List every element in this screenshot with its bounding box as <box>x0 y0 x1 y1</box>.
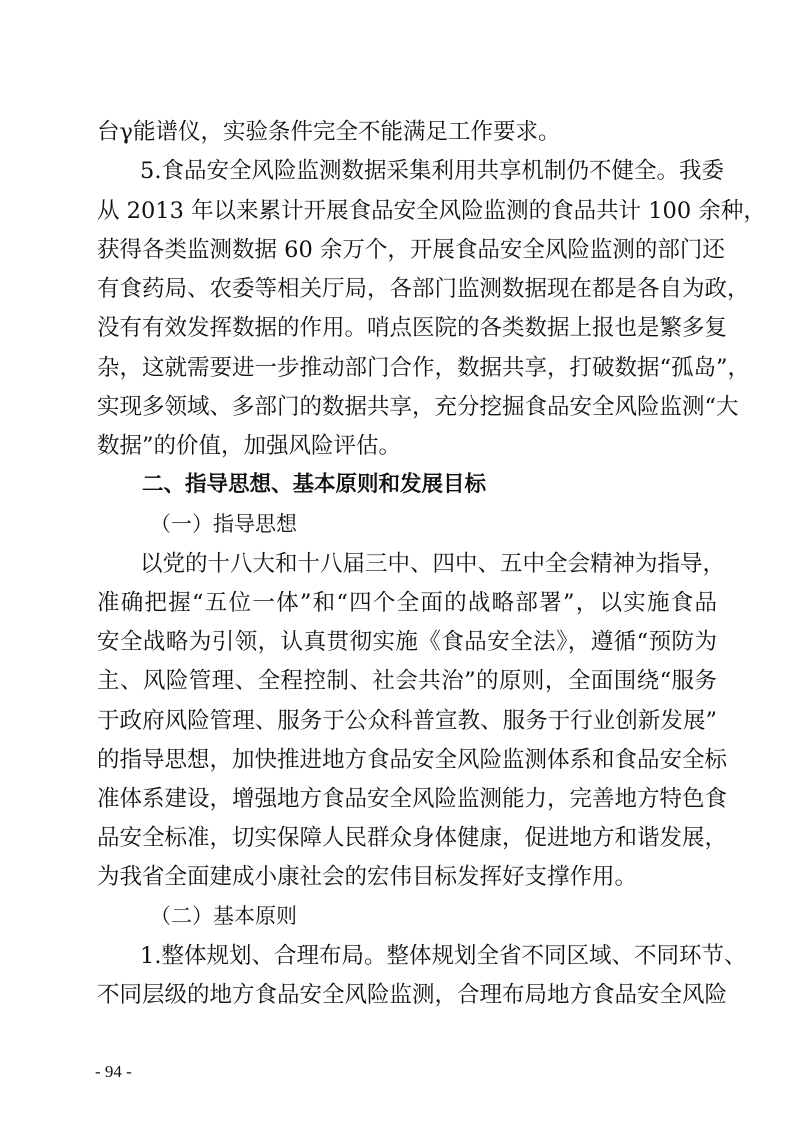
page-number: - 94 - <box>95 1062 132 1081</box>
paragraph-line: 获得各类监测数据 60 余万个，开展食品安全风险监测的部门还 <box>97 237 725 263</box>
paragraph-line: 实现多领域、多部门的数据共享，充分挖掘食品安全风险监测“大 <box>97 394 739 420</box>
paragraph-line: 的指导思想，加快推进地方食品安全风险监测体系和食品安全标 <box>97 747 728 773</box>
paragraph-line: 从 2013 年以来累计开展食品安全风险监测的食品共计 100 余种， <box>97 198 766 224</box>
subsection-heading: （二）基本原则 <box>150 904 297 928</box>
paragraph-line: 安全战略为引领，认真贯彻实施《食品安全法》，遵循“预防为 <box>97 629 717 655</box>
paragraph-line: 杂，这就需要进一步推动部门合作，数据共享，打破数据“孤岛”， <box>97 355 751 381</box>
paragraph-line: 5.食品安全风险监测数据采集利用共享机制仍不健全。我委 <box>140 158 724 184</box>
paragraph-line: 有食药局、农委等相关厅局，各部门监测数据现在都是各自为政， <box>97 276 750 302</box>
paragraph-line: 没有有效发挥数据的作用。哨点医院的各类数据上报也是繁多复 <box>97 315 728 341</box>
paragraph-line: 于政府风险管理、服务于公众科普宣教、服务于行业创新发展” <box>97 708 717 734</box>
paragraph-line: 准体系建设，增强地方食品安全风险监测能力，完善地方特色食 <box>97 786 728 812</box>
paragraph-line: 准确把握“五位一体”和“四个全面的战略部署”，以实施食品 <box>97 590 717 616</box>
section-heading: 二、指导思想、基本原则和发展目标 <box>142 472 487 497</box>
paragraph-line: 1.整体规划、合理布局。整体规划全省不同区域、不同环节、 <box>140 943 747 969</box>
subsection-heading: （一）指导思想 <box>150 512 297 536</box>
paragraph-line: 品安全标准，切实保障人民群众身体健康，促进地方和谐发展， <box>97 825 728 851</box>
paragraph-line: 不同层级的地方食品安全风险监测，合理布局地方食品安全风险 <box>97 982 728 1008</box>
paragraph-line: 台γ能谱仪，实验条件完全不能满足工作要求。 <box>97 119 561 145</box>
paragraph-line: 数据”的价值，加强风险评估。 <box>97 433 402 459</box>
paragraph-line: 主、风险管理、全程控制、社会共治”的原则，全面围绕“服务 <box>97 668 717 694</box>
paragraph-line: 以党的十八大和十八届三中、四中、五中全会精神为指导， <box>140 551 726 577</box>
paragraph-line: 为我省全面建成小康社会的宏伟目标发挥好支撑作用。 <box>97 864 638 890</box>
